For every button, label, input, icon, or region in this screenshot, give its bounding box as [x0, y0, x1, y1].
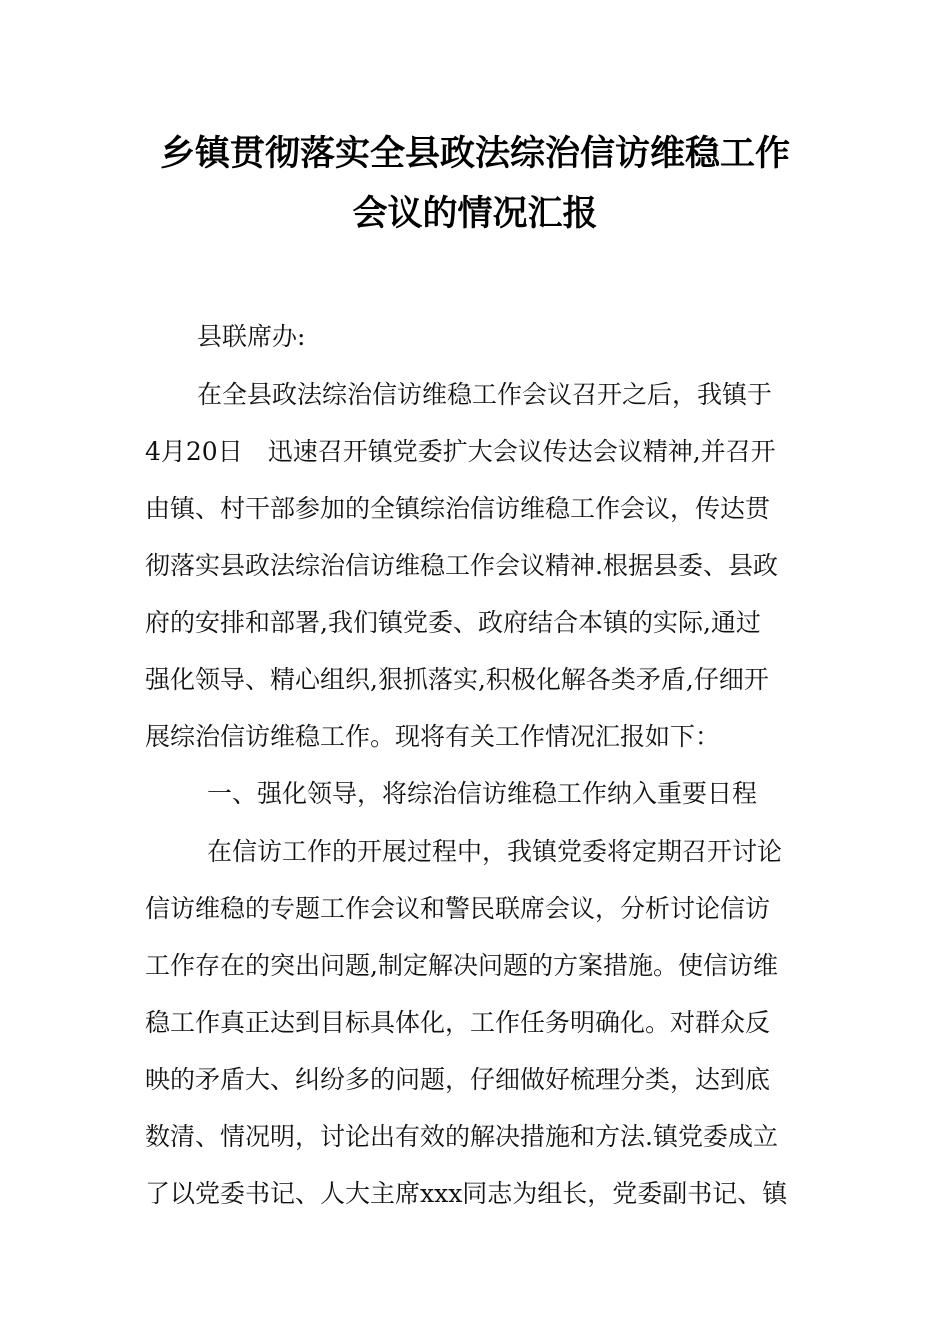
paragraph-1-line: 4月20日 迅速召开镇党委扩大会议传达会议精神,并召开: [145, 437, 776, 466]
document-title-line-1: 乡镇贯彻落实全县政法综治信访维稳工作: [159, 134, 790, 174]
paragraph-2-line: 工作存在的突出问题,制定解决问题的方案措施。使信访维: [145, 951, 778, 980]
paragraph-1-line: 府的安排和部署,我们镇党委、政府结合本镇的实际,通过: [145, 608, 761, 637]
paragraph-1-line: 彻落实县政法综治信访维稳工作会议精神.根据县委、县政: [145, 551, 778, 580]
paragraph-2-line: 映的矛盾大、纠纷多的问题，仔细做好梳理分类，达到底: [145, 1065, 771, 1094]
paragraph-2-line: 数清、情况明，讨论出有效的解决措施和方法.镇党委成立: [145, 1122, 778, 1151]
paragraph-2-line: 稳工作真正达到目标具体化，工作任务明确化。对群众反: [145, 1008, 771, 1037]
section-1-heading: 一、强化领导，将综治信访维稳工作纳入重要日程: [207, 779, 758, 808]
paragraph-1-line: 强化领导、精心组织,狠抓落实,积极化解各类矛盾,仔细开: [145, 665, 769, 694]
paragraph-1-line: 展综治信访维稳工作。现将有关工作情况汇报如下：: [145, 722, 721, 751]
paragraph-2-line: 信访维稳的专题工作会议和警民联席会议，分析讨论信访: [145, 894, 771, 923]
paragraph-1-line: 由镇、村干部参加的全镇综治信访维稳工作会议，传达贯: [145, 494, 771, 523]
paragraph-2-line: 了以党委书记、人大主席xxx同志为组长，党委副书记、镇: [145, 1179, 788, 1208]
salutation: 县联席办:: [197, 322, 306, 351]
document-title-line-2: 会议的情况汇报: [352, 194, 598, 234]
paragraph-2-line: 在信访工作的开展过程中，我镇党委将定期召开讨论: [207, 837, 783, 866]
paragraph-1-line: 在全县政法综治信访维稳工作会议召开之后，我镇于: [197, 380, 773, 409]
